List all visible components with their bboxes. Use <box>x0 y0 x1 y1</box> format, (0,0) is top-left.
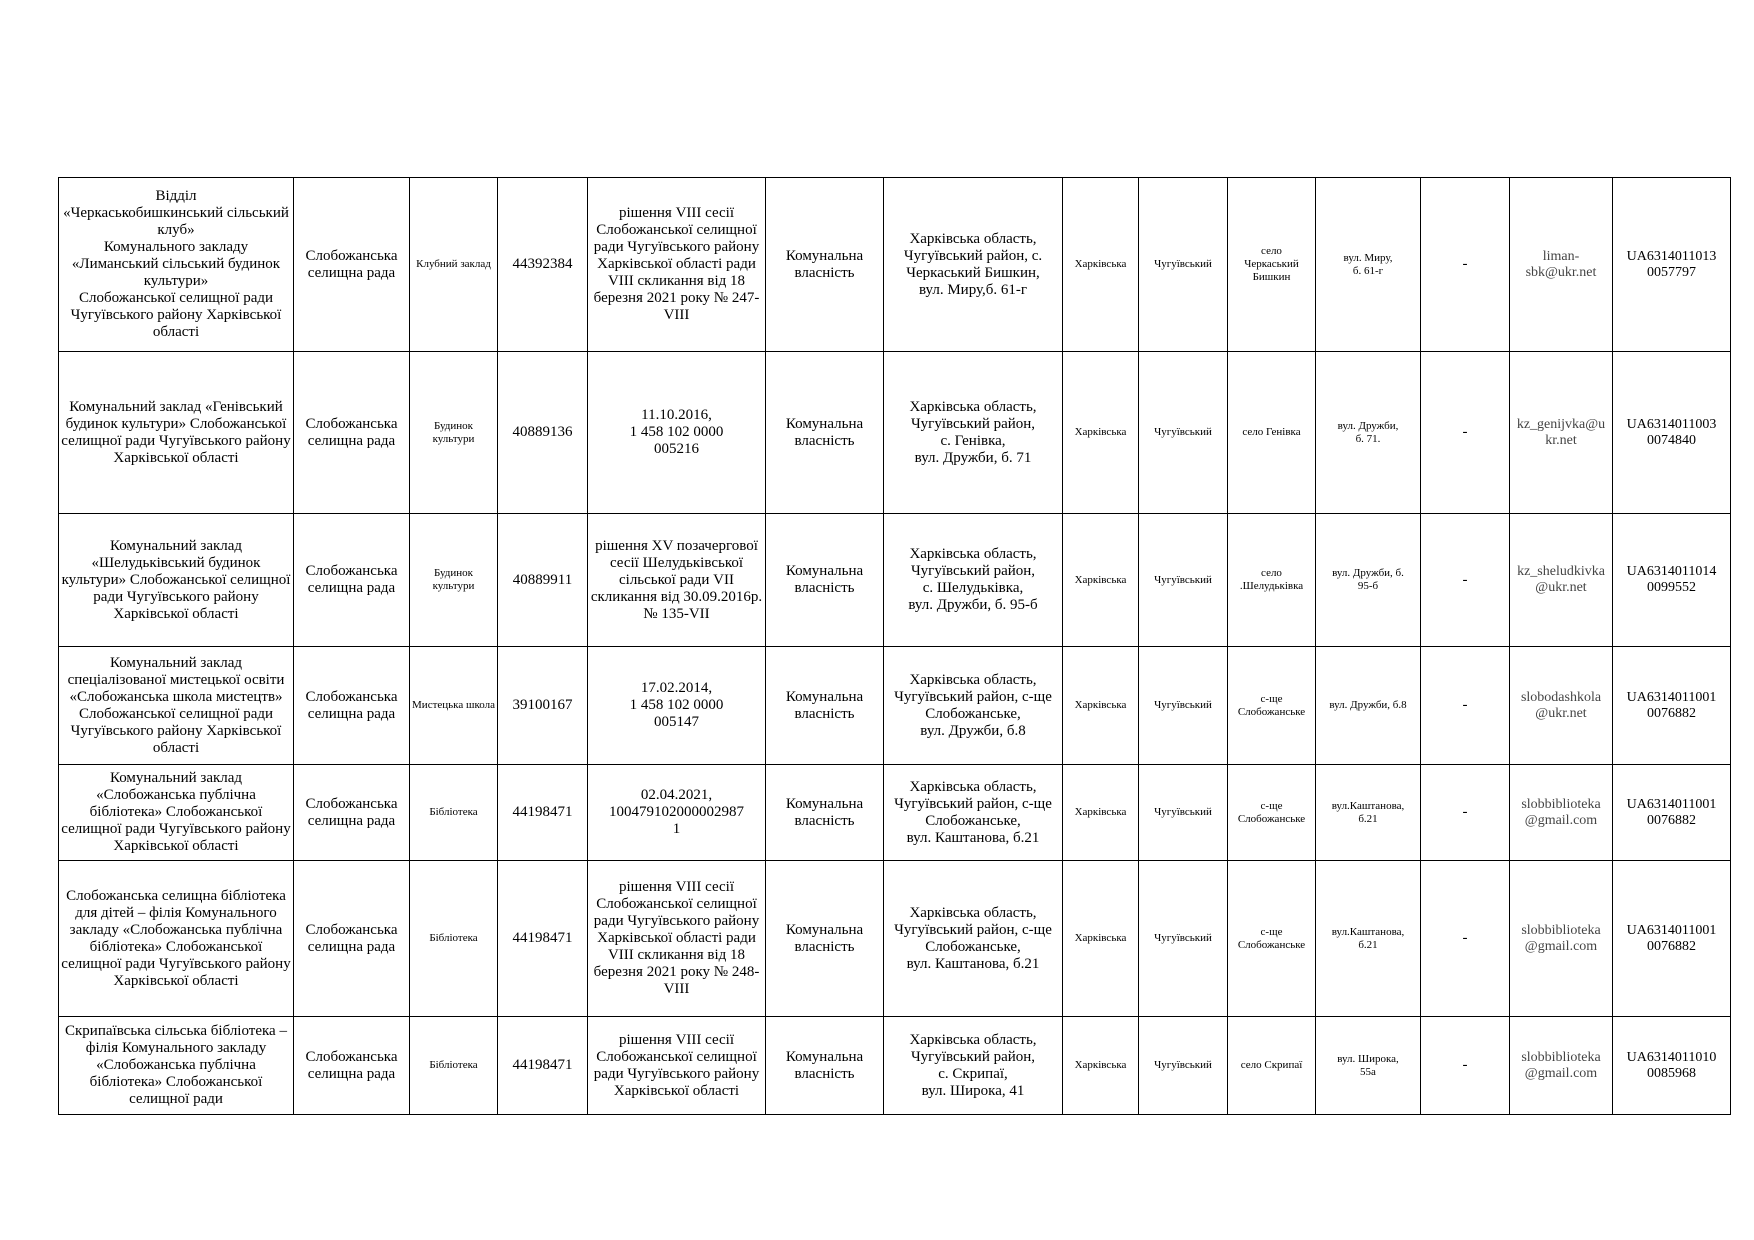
ownership-cell: Комунальна власність <box>766 861 884 1017</box>
email-cell: slobodashkola @ukr.net <box>1510 647 1613 765</box>
institution-type-cell: Бібліотека <box>410 861 498 1017</box>
street-cell: вул. Широка, 55а <box>1316 1017 1421 1115</box>
email-cell: slobbiblioteka @gmail.com <box>1510 861 1613 1017</box>
institution-type-cell: Бібліотека <box>410 765 498 861</box>
settlement-cell: с-ще Слобожанське <box>1228 765 1316 861</box>
street-cell: вул.Каштанова, б.21 <box>1316 861 1421 1017</box>
email-cell: kz_sheludkivka @ukr.net <box>1510 514 1613 647</box>
ownership-cell: Комунальна власність <box>766 765 884 861</box>
territory-code-cell: UA6314011001 0076882 <box>1613 861 1731 1017</box>
table-row <box>59 647 1731 765</box>
institution-type-cell: Будинок культури <box>410 514 498 647</box>
empty-value-cell: - <box>1421 765 1510 861</box>
district-cell: Чугуївський <box>1139 178 1228 352</box>
ownership-cell: Комунальна власність <box>766 352 884 514</box>
district-cell: Чугуївський <box>1139 861 1228 1017</box>
ownership-cell: Комунальна власність <box>766 647 884 765</box>
empty-value-cell: - <box>1421 647 1510 765</box>
street-cell: вул.Каштанова, б.21 <box>1316 765 1421 861</box>
empty-value-cell: - <box>1421 514 1510 647</box>
empty-value-cell: - <box>1421 1017 1510 1115</box>
settlement-cell: село Скрипаї <box>1228 1017 1316 1115</box>
address-cell: Харківська область, Чугуївський район, с. Шелудьківка, вул. Дружби, б. 95-б <box>884 514 1063 647</box>
region-cell: Харківська <box>1063 352 1139 514</box>
street-cell: вул. Миру, б. 61-г <box>1316 178 1421 352</box>
address-cell: Харківська область, Чугуївський район, с. Скрипаї, вул. Широка, 41 <box>884 1017 1063 1115</box>
institution-name-cell: Скрипаївська сільська бібліотека – філія Комунального закладу «Слобожанська публічна бібліотека» Слобожанської селищної ради <box>59 1017 294 1115</box>
institution-type-cell: Мистецька школа <box>410 647 498 765</box>
edrpou-code-cell: 40889136 <box>498 352 588 514</box>
edrpou-code-cell: 44198471 <box>498 1017 588 1115</box>
owner-cell: Слобожанська селищна рада <box>294 352 410 514</box>
district-cell: Чугуївський <box>1139 514 1228 647</box>
territory-code-cell: UA6314011010 0085968 <box>1613 1017 1731 1115</box>
region-cell: Харківська <box>1063 861 1139 1017</box>
institutions-table <box>58 177 1731 1115</box>
settlement-cell: с-ще Слобожанське <box>1228 861 1316 1017</box>
territory-code-cell: UA6314011014 0099552 <box>1613 514 1731 647</box>
edrpou-code-cell: 39100167 <box>498 647 588 765</box>
district-cell: Чугуївський <box>1139 647 1228 765</box>
owner-cell: Слобожанська селищна рада <box>294 861 410 1017</box>
street-cell: вул. Дружби, б.8 <box>1316 647 1421 765</box>
territory-code-cell: UA6314011001 0076882 <box>1613 765 1731 861</box>
empty-value-cell: - <box>1421 178 1510 352</box>
email-cell: kz_genijvka@u kr.net <box>1510 352 1613 514</box>
owner-cell: Слобожанська селищна рада <box>294 178 410 352</box>
registration-document-cell: рішення XV позачергової сесії Шелудьківської сільської ради VII скликання від 30.09.2016р. № 135-VII <box>588 514 766 647</box>
registration-document-cell: 11.10.2016, 1 458 102 0000 005216 <box>588 352 766 514</box>
street-cell: вул. Дружби, б. 71. <box>1316 352 1421 514</box>
institution-name-cell: Комунальний заклад спеціалізованої мистецької освіти «Слобожанська школа мистецтв» Слобожанської селищної ради Чугуївського району Харківської області <box>59 647 294 765</box>
ownership-cell: Комунальна власність <box>766 514 884 647</box>
institution-type-cell: Будинок культури <box>410 352 498 514</box>
owner-cell: Слобожанська селищна рада <box>294 765 410 861</box>
empty-value-cell: - <box>1421 352 1510 514</box>
region-cell: Харківська <box>1063 765 1139 861</box>
empty-value-cell: - <box>1421 861 1510 1017</box>
settlement-cell: село Черкаський Бишкин <box>1228 178 1316 352</box>
settlement-cell: село .Шелудьківка <box>1228 514 1316 647</box>
region-cell: Харківська <box>1063 1017 1139 1115</box>
street-cell: вул. Дружби, б. 95-б <box>1316 514 1421 647</box>
region-cell: Харківська <box>1063 647 1139 765</box>
email-cell: slobbiblioteka @gmail.com <box>1510 1017 1613 1115</box>
owner-cell: Слобожанська селищна рада <box>294 514 410 647</box>
district-cell: Чугуївський <box>1139 765 1228 861</box>
table-row <box>59 514 1731 647</box>
territory-code-cell: UA6314011001 0076882 <box>1613 647 1731 765</box>
region-cell: Харківська <box>1063 178 1139 352</box>
institution-name-cell: Комунальний заклад «Генівський будинок культури» Слобожанської селищної ради Чугуївського району Харківської області <box>59 352 294 514</box>
address-cell: Харківська область, Чугуївський район, с. Генівка, вул. Дружби, б. 71 <box>884 352 1063 514</box>
owner-cell: Слобожанська селищна рада <box>294 647 410 765</box>
table-row <box>59 861 1731 1017</box>
edrpou-code-cell: 44198471 <box>498 765 588 861</box>
institution-name-cell: Комунальний заклад «Шелудьківський будинок культури» Слобожанської селищної ради Чугуївського району Харківської області <box>59 514 294 647</box>
institution-type-cell: Бібліотека <box>410 1017 498 1115</box>
settlement-cell: с-ще Слобожанське <box>1228 647 1316 765</box>
table-row <box>59 178 1731 352</box>
settlement-cell: село Генівка <box>1228 352 1316 514</box>
institution-type-cell: Клубний заклад <box>410 178 498 352</box>
district-cell: Чугуївський <box>1139 1017 1228 1115</box>
address-cell: Харківська область, Чугуївський район, с-ще Слобожанське, вул. Каштанова, б.21 <box>884 861 1063 1017</box>
owner-cell: Слобожанська селищна рада <box>294 1017 410 1115</box>
institution-name-cell: Комунальний заклад «Слобожанська публічна бібліотека» Слобожанської селищної ради Чугуївського району Харківської області <box>59 765 294 861</box>
territory-code-cell: UA6314011013 0057797 <box>1613 178 1731 352</box>
ownership-cell: Комунальна власність <box>766 178 884 352</box>
registration-document-cell: 17.02.2014, 1 458 102 0000 005147 <box>588 647 766 765</box>
registration-document-cell: рішення VIII сесії Слобожанської селищної ради Чугуївського району Харківської області ради VIII скликання від 18 березня 2021 року № 248-VIII <box>588 861 766 1017</box>
address-cell: Харківська область, Чугуївський район, с. Черкаський Бишкин, вул. Миру,б. 61-г <box>884 178 1063 352</box>
registration-document-cell: 02.04.2021, 100479102000002987 1 <box>588 765 766 861</box>
district-cell: Чугуївський <box>1139 352 1228 514</box>
institution-name-cell: Відділ «Черкаськобишкинський сільський клуб» Комунального закладу «Лиманський сільський будинок культури» Слобожанської селищної ради Чугуївського району Харківської області <box>59 178 294 352</box>
registration-document-cell: рішення VIII сесії Слобожанської селищної ради Чугуївського району Харківської області ради VIII скликання від 18 березня 2021 року № 247-VIII <box>588 178 766 352</box>
edrpou-code-cell: 40889911 <box>498 514 588 647</box>
address-cell: Харківська область, Чугуївський район, с-ще Слобожанське, вул. Каштанова, б.21 <box>884 765 1063 861</box>
table-row <box>59 765 1731 861</box>
table-row <box>59 1017 1731 1115</box>
region-cell: Харківська <box>1063 514 1139 647</box>
table-row <box>59 352 1731 514</box>
registration-document-cell: рішення VIII сесії Слобожанської селищної ради Чугуївського району Харківської області <box>588 1017 766 1115</box>
institution-name-cell: Слобожанська селищна бібліотека для дітей – філія Комунального закладу «Слобожанська публічна бібліотека» Слобожанської селищної ради Чугуївського району Харківської області <box>59 861 294 1017</box>
edrpou-code-cell: 44392384 <box>498 178 588 352</box>
email-cell: slobbiblioteka @gmail.com <box>1510 765 1613 861</box>
ownership-cell: Комунальна власність <box>766 1017 884 1115</box>
territory-code-cell: UA6314011003 0074840 <box>1613 352 1731 514</box>
address-cell: Харківська область, Чугуївський район, с-ще Слобожанське, вул. Дружби, б.8 <box>884 647 1063 765</box>
edrpou-code-cell: 44198471 <box>498 861 588 1017</box>
email-cell: liman- sbk@ukr.net <box>1510 178 1613 352</box>
